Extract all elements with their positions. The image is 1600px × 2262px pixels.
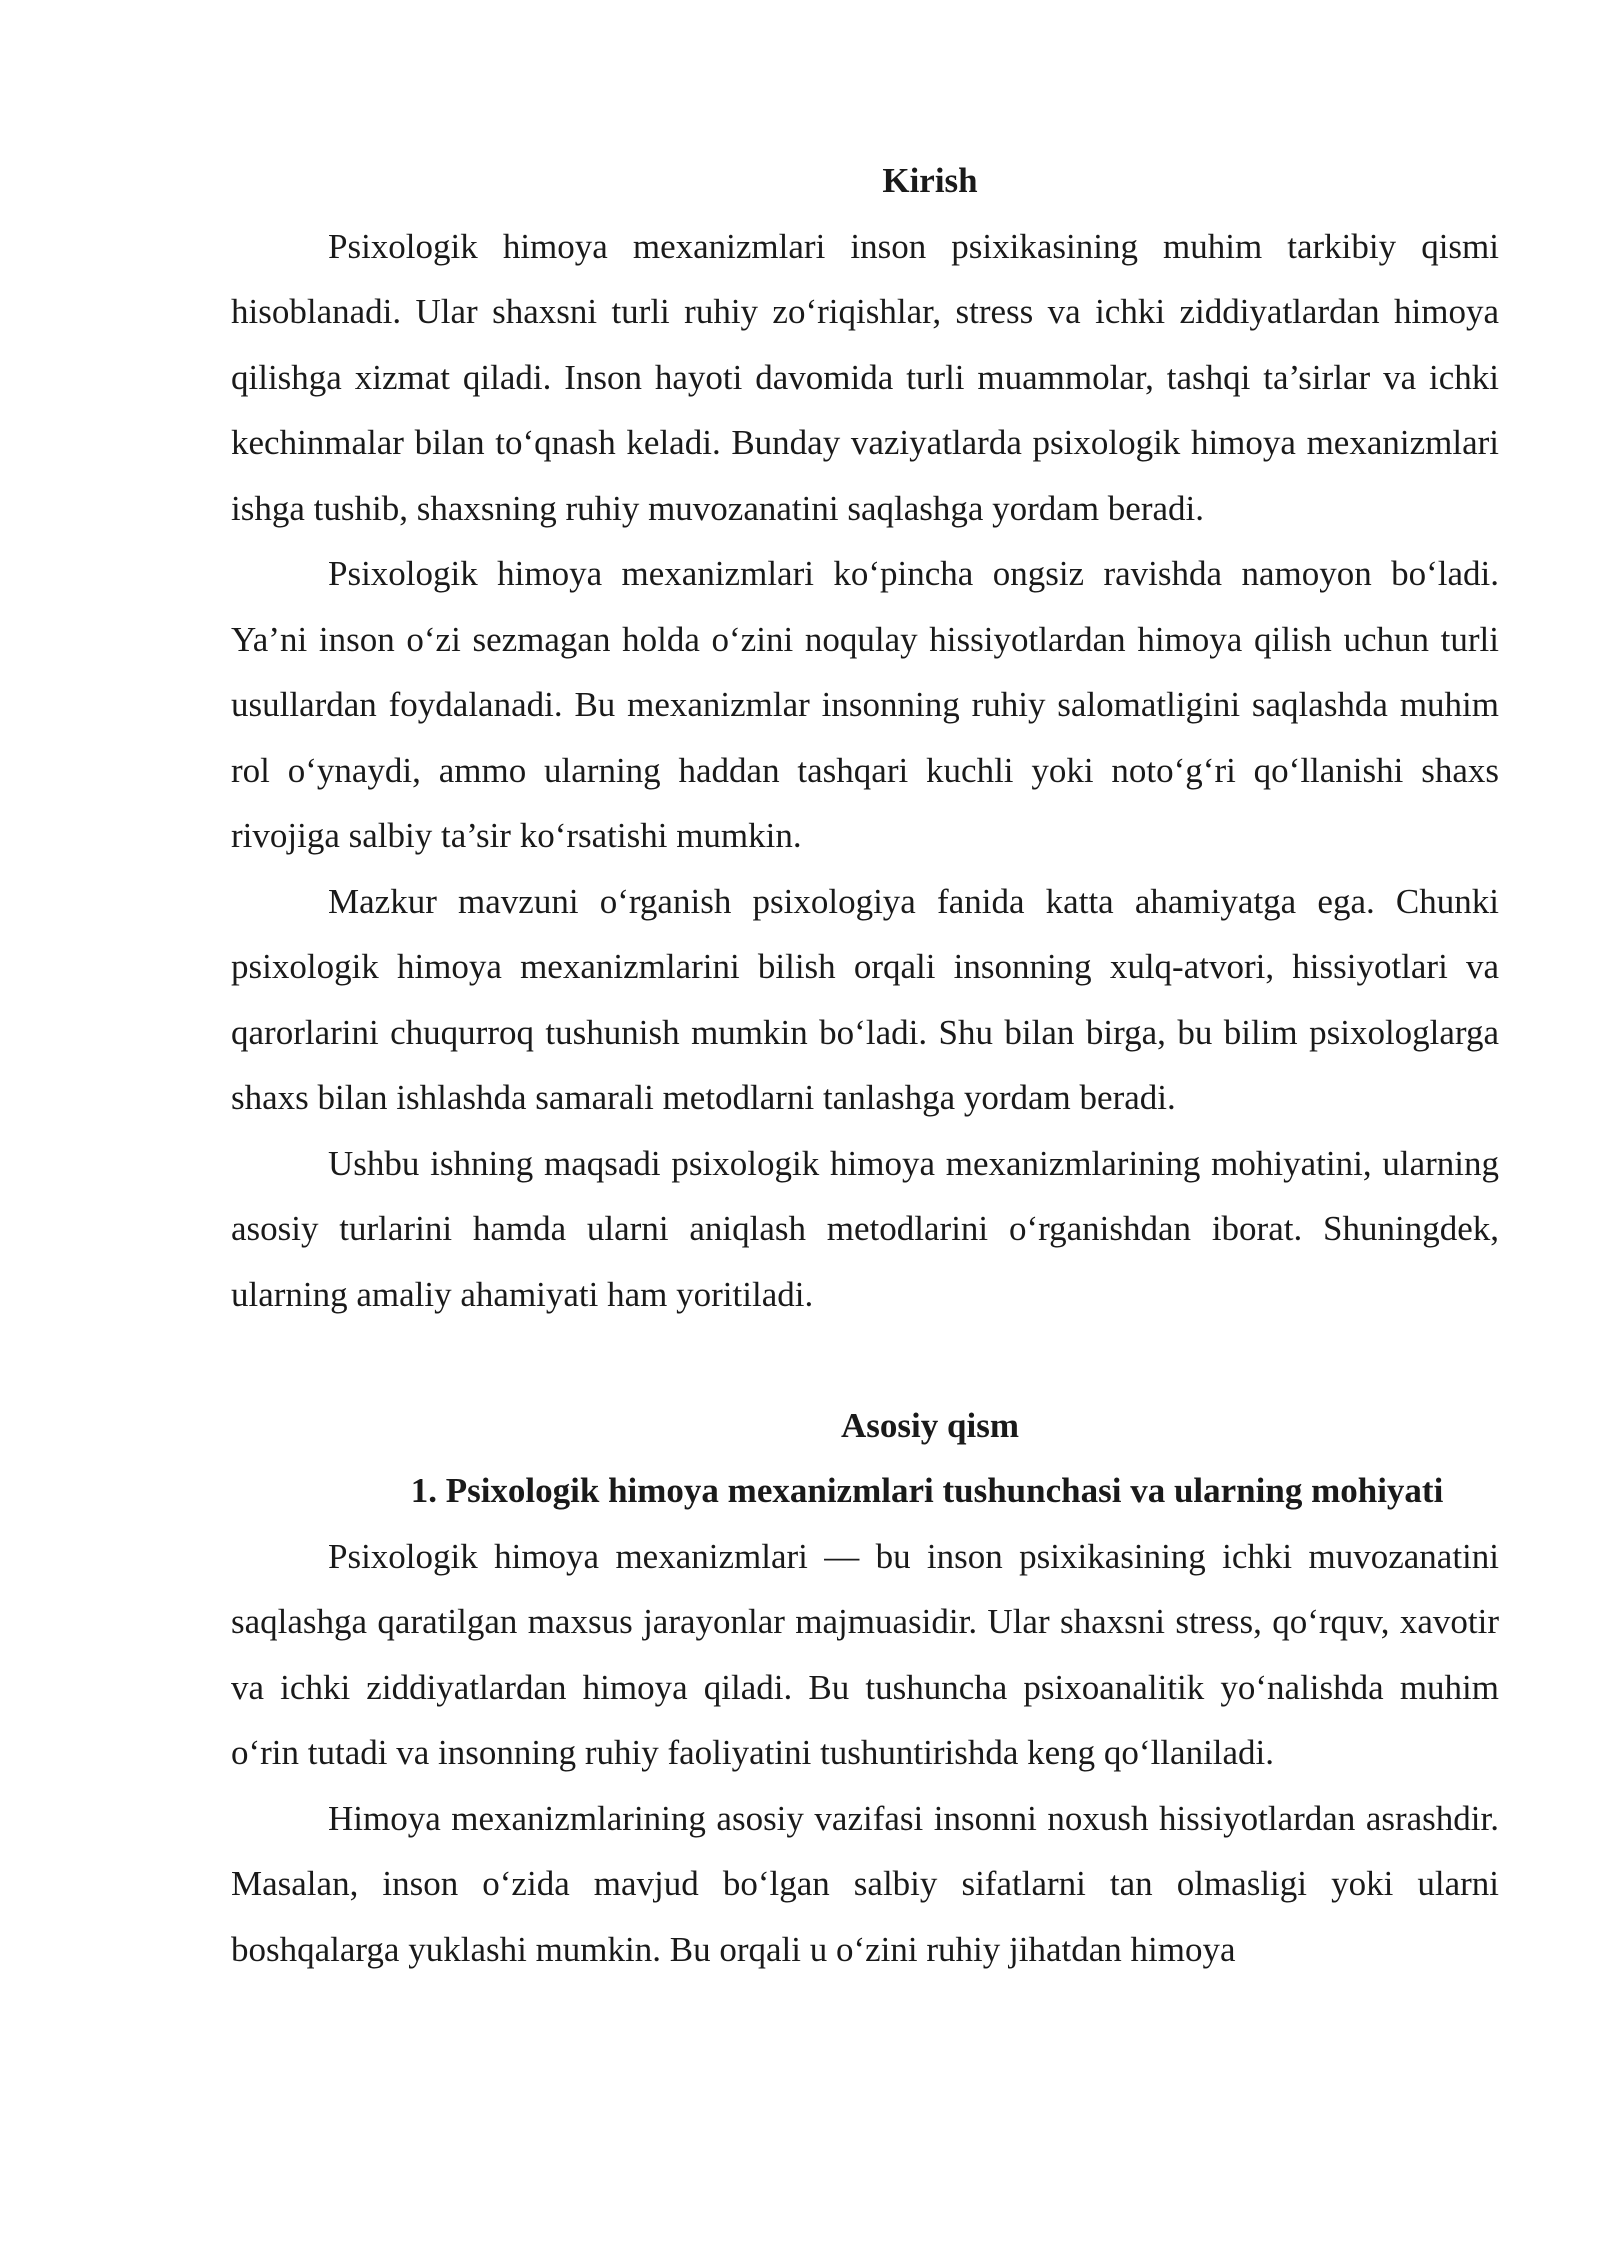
main-heading: Asosiy qism <box>841 1405 1019 1445</box>
main-paragraph-2: Himoya mexanizmlarining asosiy vazifasi insonni noxush hissiyotlardan asrashdir. Masalan, inson o‘zida mavjud bo‘lgan salbiy sifatlarni tan olmasligi yoki ularni boshqalarga yuklashi mumkin. Bu orqali u o‘zini ruhiy jihatdan himoya <box>231 1798 1499 1969</box>
document-page <box>231 148 1499 1982</box>
intro-paragraph-4: Ushbu ishning maqsadi psixologik himoya mexanizmlarining mohiyatini, ularning asosiy turlarini hamda ularni aniqlash metodlarini o‘rganishdan iborat. Shuningdek, ularning amaliy ahamiyati ham yoritiladi. <box>231 1143 1499 1314</box>
intro-paragraph-1: Psixologik himoya mexanizmlari inson psixikasining muhim tarkibiy qismi hisoblanadi. Ular shaxsni turli ruhiy zo‘riqishlar, stress va ichki ziddiyatlardan himoya qilishga xizmat qiladi. Inson hayoti davomida turli muammolar, tashqi ta’sirlar va ichki kechinmalar bilan to‘qnash keladi. Bunday vaziyatlarda psixologik himoya mexanizmlari ishga tushib, shaxsning ruhiy muvozanatini saqlashga yordam beradi. <box>231 226 1499 528</box>
intro-paragraph-2: Psixologik himoya mexanizmlari ko‘pincha ongsiz ravishda namoyon bo‘ladi. Ya’ni inson o‘zi sezmagan holda o‘zini noqulay hissiyotlardan himoya qilish uchun turli usullardan foydalanadi. Bu mexanizmlar insonning ruhiy salomatligini saqlashda muhim rol o‘ynaydi, ammo ularning haddan tashqari kuchli yoki noto‘g‘ri qo‘llanishi shaxs rivojiga salbiy ta’sir ko‘rsatishi mumkin. <box>231 554 1499 855</box>
section-1-title: 1. Psixologik himoya mexanizmlari tushunchasi va ularning mohiyati <box>410 1471 1444 1510</box>
intro-heading: Kirish <box>882 161 978 200</box>
intro-paragraph-3: Mazkur mavzuni o‘rganish psixologiya fanida katta ahamiyatga ega. Chunki psixologik himoya mexanizmlarini bilish orqali insonning xulq-atvori, hissiyotlari va qarorlarini chuqurroq tushunish mumkin bo‘ladi. Shu bilan birga, bu bilim psixologlarga shaxs bilan ishlashda samarali metodlarni tanlashga yordam beradi. <box>231 881 1499 1117</box>
main-paragraph-1: Psixologik himoya mexanizmlari — bu inson psixikasining ichki muvozanatini saqlashga qaratilgan maxsus jarayonlar majmuasidir. Ular shaxsni stress, qo‘rquv, xavotir va ichki ziddiyatlardan himoya qiladi. Bu tushuncha psixoanalitik yo‘nalishda muhim o‘rin tutadi va insonning ruhiy faoliyatini tushuntirishda keng qo‘llaniladi. <box>231 1536 1499 1772</box>
